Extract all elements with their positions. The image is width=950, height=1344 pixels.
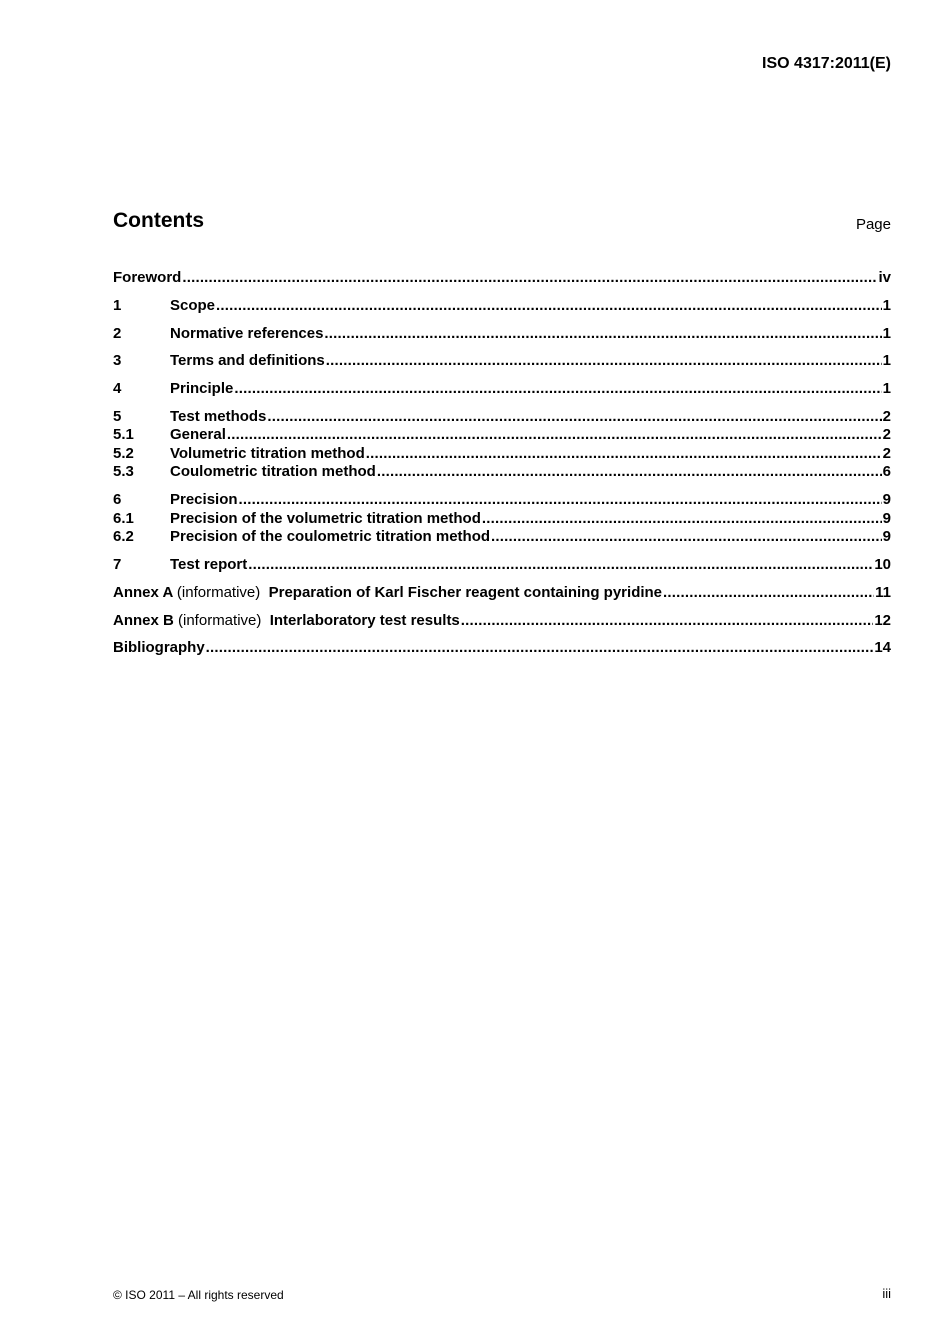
contents-heading: Contents <box>113 209 204 232</box>
toc-entry-number: 5.3 <box>113 463 134 481</box>
toc-entry-text: Coulometric titration method <box>170 463 376 481</box>
toc-entry-number: 5.2 <box>113 444 134 462</box>
toc-entry-title <box>170 408 266 427</box>
toc-entry-page: 1 <box>882 296 891 314</box>
dot-leader <box>267 408 881 427</box>
dot-leader <box>227 426 882 445</box>
toc-entry-title <box>170 556 247 575</box>
table-of-contents <box>113 269 891 658</box>
dot-leader <box>366 445 882 464</box>
toc-entry[interactable] <box>113 556 891 575</box>
toc-entry-text: Precision of the coulometric titration method <box>170 528 491 546</box>
toc-entry[interactable] <box>113 380 891 399</box>
toc-entry-title <box>170 426 226 445</box>
toc-entry-number: 6.2 <box>113 528 134 546</box>
toc-entry-number: 2 <box>113 324 122 342</box>
toc-entry-title <box>170 445 365 464</box>
toc-entry-title <box>170 528 490 547</box>
toc-entry-page: 2 <box>882 444 891 462</box>
toc-entry-title <box>170 352 325 371</box>
toc-entry-title <box>170 325 323 344</box>
toc-entry[interactable] <box>113 325 891 344</box>
annex-label: Annex B <box>113 611 174 629</box>
toc-entry-page: 10 <box>874 556 891 574</box>
dot-leader <box>182 269 877 288</box>
toc-entry-title <box>113 269 181 288</box>
toc-entry-text: Principle <box>170 380 234 398</box>
toc-entry[interactable] <box>113 269 891 288</box>
toc-entry-number: 5 <box>113 407 122 425</box>
toc-entry-page: 11 <box>875 583 891 601</box>
dot-leader <box>491 528 882 547</box>
toc-entry-title <box>170 491 238 510</box>
dot-leader <box>377 463 882 482</box>
toc-entry-page: 9 <box>882 528 891 546</box>
dot-leader <box>482 510 882 529</box>
toc-entry[interactable] <box>113 510 891 529</box>
toc-entry-page: iv <box>878 269 891 286</box>
annex-type: (informative) <box>178 611 262 629</box>
toc-entry-page: 9 <box>882 491 891 509</box>
toc-entry-text: Volumetric titration method <box>170 444 365 462</box>
toc-entry-text: Precision <box>170 491 238 509</box>
toc-entry-text: Terms and definitions <box>170 352 325 370</box>
toc-entry[interactable] <box>113 491 891 510</box>
dot-leader <box>239 491 882 510</box>
toc-entry-title <box>113 584 662 603</box>
toc-entry-number: 4 <box>113 380 122 398</box>
toc-entry[interactable] <box>113 352 891 371</box>
dot-leader <box>326 352 882 371</box>
toc-entry[interactable] <box>113 463 891 482</box>
toc-entry-page: 12 <box>874 611 891 629</box>
toc-entry-text: General <box>170 426 226 444</box>
page-column-label: Page <box>855 216 891 233</box>
toc-entry-page: 2 <box>882 407 891 425</box>
toc-entry-page: 1 <box>882 352 891 370</box>
dot-leader <box>234 380 881 399</box>
dot-leader <box>216 297 882 316</box>
toc-entry[interactable] <box>113 639 891 658</box>
toc-entry-number: 3 <box>113 352 122 370</box>
dot-leader <box>324 325 881 344</box>
document-identifier: ISO 4317:2011(E) <box>762 55 891 72</box>
dot-leader <box>663 584 874 603</box>
toc-entry-page: 1 <box>882 380 891 398</box>
toc-entry-page: 14 <box>874 639 891 657</box>
toc-entry[interactable] <box>113 297 891 316</box>
toc-entry[interactable] <box>113 445 891 464</box>
toc-entry[interactable] <box>113 528 891 547</box>
toc-entry[interactable] <box>113 612 891 631</box>
toc-entry-number: 6 <box>113 491 122 509</box>
copyright-notice: © ISO 2011 – All rights reserved <box>113 1288 284 1302</box>
toc-entry[interactable] <box>113 408 891 427</box>
toc-entry-number: 1 <box>113 296 122 314</box>
toc-entry-number: 7 <box>113 556 122 574</box>
toc-entry-page: 9 <box>882 509 891 527</box>
dot-leader <box>248 556 873 575</box>
toc-entry-title <box>170 297 215 316</box>
toc-entry-page: 1 <box>882 324 891 342</box>
toc-entry-text: Scope <box>170 296 216 314</box>
toc-entry-text: Interlaboratory test results <box>269 611 460 629</box>
toc-entry-title <box>113 639 205 658</box>
toc-entry-text: Precision of the volumetric titration method <box>170 509 481 527</box>
toc-entry-text: Normative references <box>170 324 324 342</box>
toc-entry-title <box>113 612 460 631</box>
toc-entry-page: 6 <box>882 463 891 481</box>
toc-entry-text: Bibliography <box>113 639 205 657</box>
annex-label: Annex A <box>113 583 173 601</box>
toc-entry-page: 2 <box>882 426 891 444</box>
annex-type: (informative) <box>176 583 261 601</box>
dot-leader <box>206 639 874 658</box>
dot-leader <box>461 612 874 631</box>
toc-entry-text: Preparation of Karl Fischer reagent containing pyridine <box>268 583 663 601</box>
toc-entry-text: Test methods <box>170 407 267 425</box>
toc-entry-title <box>170 380 233 399</box>
page-number: iii <box>882 1286 891 1301</box>
toc-entry-title <box>170 510 481 529</box>
toc-entry-number: 5.1 <box>113 426 134 444</box>
toc-entry[interactable] <box>113 426 891 445</box>
toc-entry[interactable] <box>113 584 891 603</box>
toc-entry-number: 6.1 <box>113 509 134 527</box>
toc-entry-title <box>170 463 376 482</box>
toc-entry-text: Foreword <box>113 269 182 286</box>
toc-entry-text: Test report <box>170 556 248 574</box>
